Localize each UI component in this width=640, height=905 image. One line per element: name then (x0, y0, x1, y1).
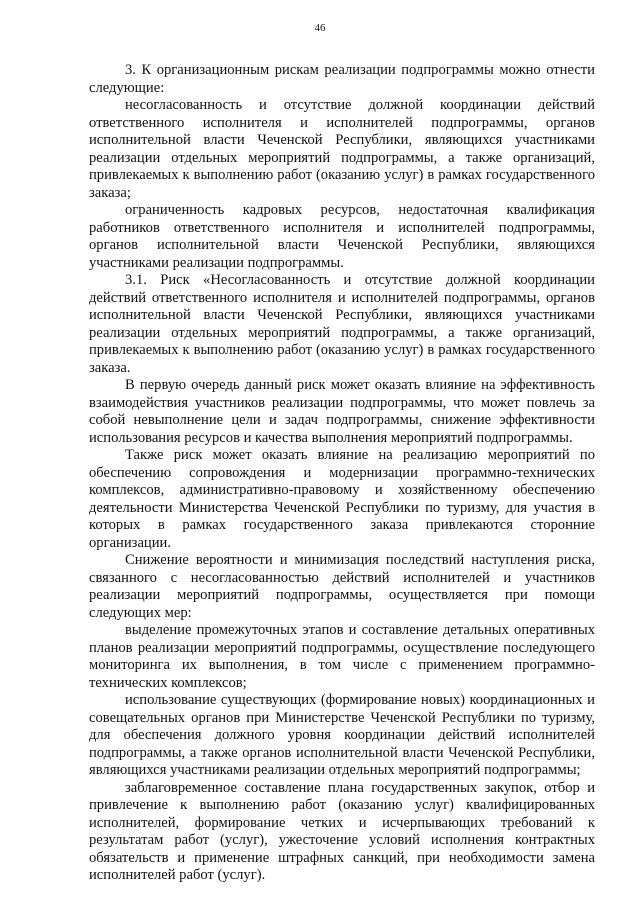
paragraph-risk-impact-efficiency: В первую очередь данный риск может оказать влияние на эффективность взаимодействия участников реализации подпрограммы, что может повлечь за собой невыполнение цели и задач подпрограммы, снижение эффективности использования ресурсов и качества выполнения мероприятий подпрограммы. (89, 377, 595, 446)
page-number: 46 (314, 22, 326, 34)
paragraph-risk-limited-staff: ограниченность кадровых ресурсов, недостаточная квалификация работников ответственного исполнителя и исполнителей подпрограммы, органов исполнительной власти Чеченской Республики, являющихся участниками реализации подпрограммы. (89, 202, 595, 271)
paragraph-measure-coordination-bodies: использование существующих (формирование новых) координационных и совещательных органов при Министерстве Чеченской Республики по туризму, для обеспечения должного уровня координации действий исполнителей подпрограммы, а также органов исполнительной власти Чеченской Республики, являющихся участниками реализации отдельных мероприятий подпрограммы; (89, 692, 595, 778)
paragraph-organizational-risks-intro: 3. К организационным рискам реализации подпрограммы можно отнести следующие: (89, 62, 595, 96)
paragraph-measure-intermediate-stages: выделение промежуточных этапов и составление детальных оперативных планов реализации мероприятий подпрограммы, осуществление последующего мониторинга их выполнения, в том числе с применением программно-технических комплексов; (89, 622, 595, 691)
document-body (89, 62, 595, 885)
paragraph-risk-3-1-heading: 3.1. Риск «Несогласованность и отсутствие должной координации действий ответственного исполнителя и исполнителей подпрограммы, органов исполнительной власти Чеченской Республики, являющихся участниками реализации отдельных мероприятий подпрограммы, а также организаций, привлекаемых к выполнению работ (оказанию услуг) в рамках государственного заказа. (89, 272, 595, 376)
paragraph-measure-procurement-plan: заблаговременное составление плана государственных закупок, отбор и привлечение к выполнению работ (оказанию услуг) квалифицированных исполнителей, формирование четких и исчерпывающих требований к результатам работ (услуг), ужесточение условий исполнения контрактных обязательств и применение штрафных санкций, при необходимости замена исполнителей работ (услуг). (89, 779, 595, 883)
paragraph-risk-inconsistency: несогласованность и отсутствие должной координации действий ответственного исполнителя и исполнителей подпрограммы, органов исполнительной власти Чеченской Республики, являющихся участниками реализации отдельных мероприятий подпрограммы, а также организаций, привлекаемых к выполнению работ (оказанию услуг) в рамках государственного заказа; (89, 97, 595, 201)
paragraph-risk-impact-measures: Также риск может оказать влияние на реализацию мероприятий по обеспечению сопровождения и модернизации программно-технических комплексов, административно-правовому и хозяйственному обеспечению деятельности Министерства Чеченской Республики по туризму, для участия в которых в рамках государственного заказа привлекаются сторонние организации. (89, 447, 595, 551)
paragraph-risk-mitigation-intro: Снижение вероятности и минимизация последствий наступления риска, связанного с несогласованностью действий исполнителей и участников реализации мероприятий подпрограммы, осуществляется при помощи следующих мер: (89, 552, 595, 621)
